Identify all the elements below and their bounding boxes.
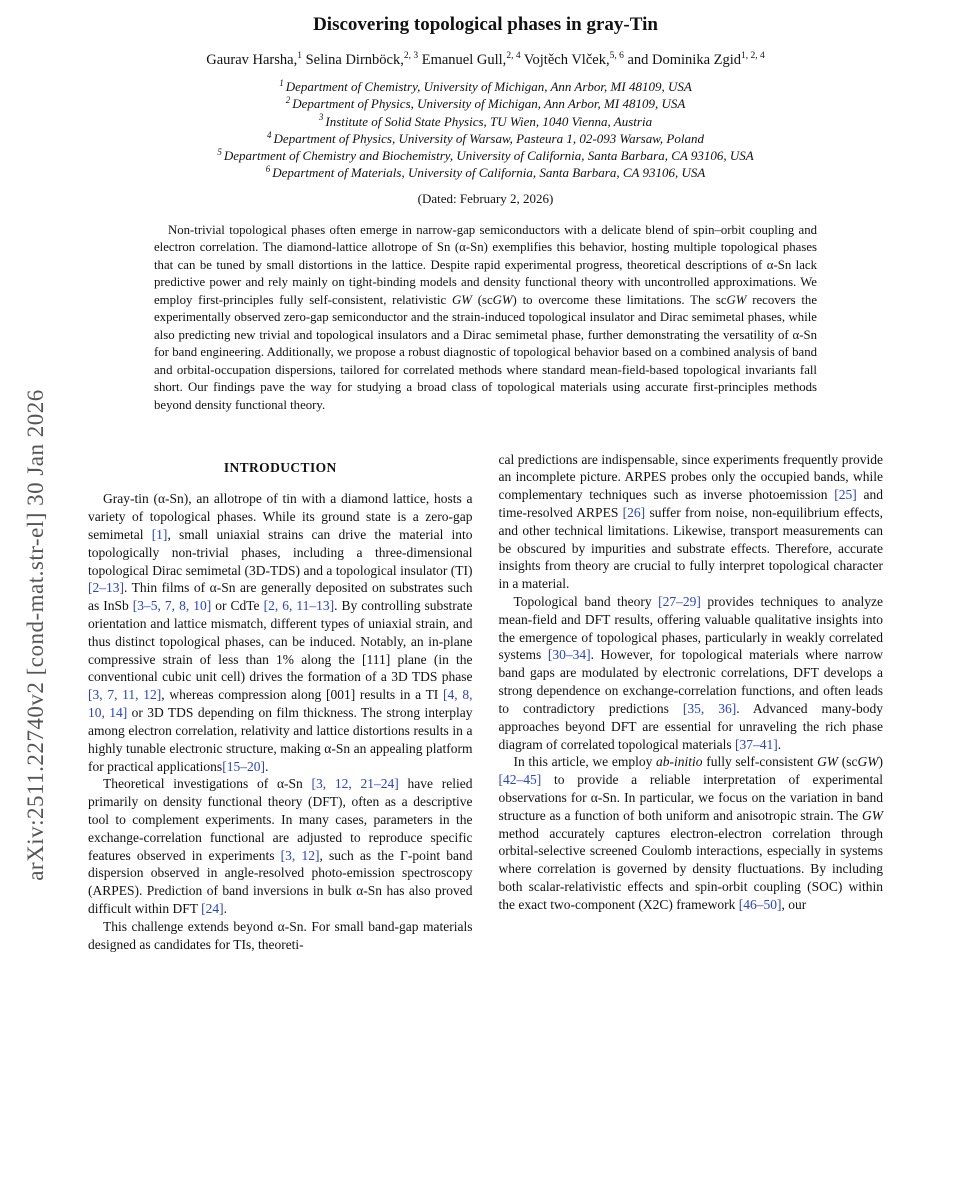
affiliation-superscript: 6 (265, 164, 271, 175)
author-name: Gaurav Harsha, (206, 52, 298, 68)
affiliation-superscript: 1 (279, 77, 284, 88)
emphasis-text: GW (862, 807, 883, 823)
text-segment: , whereas compression along [001] results in a TI (161, 687, 444, 703)
author-affiliation-superscript: 1 (297, 51, 302, 62)
text-segment: , our (781, 896, 807, 912)
emphasis-text: GW (492, 292, 513, 307)
citation-link[interactable]: [37–41] (735, 736, 778, 752)
text-segment: recovers the experimentally observed zero-gap semiconductor and the strain-induced topological insulator and Dirac semimetal phases, while also predicting new trivial and topological insulators and a Dirac semimetal phase, further demonstrating the versatility of α-Sn for band engineering. Additionally, we propose a robust diagnostic of topological behavior based on a combined analysis of band and orbital-occupation dispersions, tailored for correlated methods where standard mean-field-based topological invariants fall short. Our findings pave the way for studying a broad class of topological materials using accurate first-principles methods beyond density functional theory. (154, 292, 817, 412)
text-segment: ) to overcome these limitations. The sc (512, 292, 727, 307)
text-segment: have relied primarily on density functional theory (DFT), often as a descriptive tool to complement experiments. In many cases, parameters in the exchange-correlation functional are adjusted to reproduce specific features observed in experiments (88, 776, 473, 863)
text-segment: Gray-tin (α-Sn), an allotrope of tin with a diamond lattice, hosts a variety of topological phases. While its ground state is a zero-gap semimetal (88, 491, 473, 542)
text-segment: (sc (471, 292, 493, 307)
affiliation-superscript: 2 (285, 94, 291, 105)
text-segment: . (777, 736, 782, 752)
text-segment: . (223, 901, 228, 917)
citation-link[interactable]: [3, 12, 21–24] (311, 776, 399, 792)
citation-link[interactable]: [1] (151, 526, 168, 542)
paragraph (88, 490, 473, 775)
author-name: Emanuel Gull, (418, 52, 507, 68)
affiliation-text: Department of Chemistry and Biochemistry, University of California, Santa Barbara, CA 93106, USA (223, 148, 754, 164)
citation-link[interactable]: [25] (834, 487, 857, 503)
text-segment: . However, for topological materials where narrow band gaps are modulated by electronic correlations, DFT develops a strong dependence on exchange-correlation functions, and often leads to contradictory predictions (498, 647, 883, 716)
emphasis-text: GW (452, 292, 472, 307)
column-right (499, 451, 884, 954)
paper-content (88, 0, 883, 953)
text-segment: ) (878, 754, 883, 770)
author-name: Vojtěch Vlček, (520, 52, 610, 68)
author-affiliation-superscript: 1, 2, 4 (741, 51, 765, 62)
citation-link[interactable]: [46–50] (738, 896, 782, 912)
text-segment: to provide a reliable interpretation of experimental observations for α-Sn. In particular, we focus on the variation in band structure as a function of both uniform and anisotropic strain. The (498, 772, 883, 823)
text-segment: This challenge extends beyond α-Sn. For small band-gap materials designed as candidates for TIs, theoreti- (88, 918, 473, 952)
affiliation-text: Institute of Solid State Physics, TU Wien, 1040 Vienna, Austria (325, 113, 653, 129)
affiliation-superscript: 4 (267, 129, 272, 140)
text-segment: method accurately captures electron-electron correlation through orbital-selective screened Coulomb interactions, especially in systems where correlation is governed by density fluctuations. By including both scalar-relativistic effects and spin-orbit coupling (SOC) within the exact two-component (X2C) framework (498, 825, 883, 912)
text-segment: provides techniques to analyze mean-field and DFT results, offering valuable qualitative insights into the emergence of topological phases, particularly in weakly correlated systems (498, 594, 883, 663)
text-segment: or 3D TDS depending on film thickness. The strong interplay among electron correlation, relativity and lattice distortions results in a highly tunable electronic structure, making α-Sn an appealing platform for practical applications (88, 705, 473, 774)
text-segment: Theoretical investigations of α-Sn (103, 776, 312, 792)
emphasis-text: GW (817, 754, 839, 770)
paragraph (499, 753, 884, 913)
affiliations-block (88, 78, 883, 182)
citation-link[interactable]: [3–5, 7, 8, 10] (132, 598, 212, 614)
affiliation-line (88, 164, 883, 181)
citation-link[interactable]: [2–13] (88, 580, 124, 596)
affiliation-line (88, 95, 883, 112)
affiliation-text: Department of Physics, University of Michigan, Ann Arbor, MI 48109, USA (292, 96, 686, 112)
text-segment: . Advanced many-body approaches beyond DFT are essential for unraveling the rich phase diagram of correlated topological materials (498, 700, 883, 752)
text-segment: In this article, we employ (513, 754, 657, 770)
citation-link[interactable]: [24] (201, 901, 224, 917)
paper-title: Discovering topological phases in gray-Tin (313, 14, 658, 35)
affiliation-superscript: 3 (318, 112, 324, 123)
author-name: Selina Dirnböck, (301, 52, 404, 68)
author-affiliation-superscript: 5, 6 (609, 51, 624, 62)
citation-link[interactable]: [15–20] (222, 758, 265, 774)
citation-link[interactable]: [30–34] (547, 647, 591, 663)
citation-link[interactable]: [4, 8, 10, 14] (88, 687, 473, 721)
citation-link[interactable]: [2, 6, 11–13] (263, 598, 335, 614)
text-segment: (sc (838, 754, 858, 770)
author-affiliation-superscript: 2, 4 (506, 51, 521, 62)
text-segment: . By controlling substrate orientation and lattice mismatch, different types of uniaxial strain, and thus distinct topological phases, can be induced. Notably, an in-plane compressive strain of less than 1% along the [111] plane (in the conventional cubic unit cell) drives the formation of a 3D TDS phase (88, 598, 473, 685)
text-segment: fully self-consistent (702, 754, 818, 770)
affiliation-line (88, 147, 883, 164)
citation-link[interactable]: [35, 36] (682, 700, 737, 716)
text-segment: . (264, 758, 269, 774)
abstract (154, 222, 817, 415)
citation-link[interactable]: [3, 7, 11, 12] (88, 687, 162, 703)
text-segment: cal predictions are indispensable, since experiments frequently provide an incomplete picture. ARPES probes only the occupied bands, while complementary techniques such as inverse photoemission (498, 451, 883, 503)
text-segment: . Thin films of α-Sn are generally deposited on substrates such as InSb (88, 580, 473, 614)
paragraph (499, 593, 884, 753)
citation-link[interactable]: [3, 12] (280, 847, 320, 863)
text-segment: , small uniaxial strains can drive the material into topologically non-trivial phases, including a three-dimensional topological Dirac semimetal (3D-TDS) and a topological insulator (TI) (88, 526, 473, 578)
citation-link[interactable]: [42–45] (498, 772, 542, 788)
affiliation-line (88, 113, 883, 130)
column-left (88, 451, 473, 954)
citation-link[interactable]: [27–29] (658, 594, 701, 610)
two-column-body (88, 451, 883, 954)
affiliation-text: Department of Physics, University of Warsaw, Pasteura 1, 02-093 Warsaw, Poland (273, 130, 704, 146)
text-segment: or CdTe (211, 598, 264, 614)
author-line (88, 52, 883, 69)
text-segment: suffer from noise, non-equilibrium effects, and other technical limitations. Likewise, transport measurements can be obscured by impurities and substrate effects. Therefore, accurate insights from theory are crucial to fully interpret topological character in a material. (498, 504, 883, 592)
paragraph (88, 918, 473, 954)
section-heading-introduction: INTRODUCTION (223, 459, 337, 475)
author-affiliation-superscript: 2, 3 (403, 51, 419, 62)
emphasis-text: ab-initio (656, 754, 703, 770)
emphasis-text: GW (726, 292, 747, 307)
emphasis-text: GW (857, 754, 879, 770)
text-segment: Topological band theory (513, 594, 659, 610)
citation-link[interactable]: [26] (622, 504, 646, 520)
author-name: and Dominika Zgid (623, 52, 742, 68)
paragraph (88, 775, 473, 918)
affiliation-line (88, 130, 883, 147)
arxiv-stamp: arXiv:2511.22740v2 [cond-mat.str-el] 30 Jan 2026 (23, 389, 48, 881)
text-segment: Non-trivial topological phases often emerge in narrow-gap semiconductors with a delicate blend of spin–orbit coupling and electron correlation. The diamond-lattice allotrope of Sn (α-Sn) exemplifies this behavior, hosting multiple topological phases that can be tuned by small distortions in the lattice. Despite rapid experimental progress, theoretical descriptions of α-Sn lack predictive power and rely mainly on tight-binding models and density functional theory with uncontrolled approximations. We employ first-principles fully self-consistent, relativistic (154, 222, 817, 307)
affiliation-line (88, 78, 883, 95)
affiliation-text: Department of Chemistry, University of Michigan, Ann Arbor, MI 48109, USA (285, 79, 692, 94)
date-line: (Dated: February 2, 2026) (417, 190, 554, 206)
text-segment: and time-resolved ARPES (498, 487, 883, 520)
affiliation-superscript: 5 (217, 146, 222, 157)
paragraph (499, 451, 884, 594)
affiliation-text: Department of Materials, University of California, Santa Barbara, CA 93106, USA (272, 165, 706, 181)
text-segment: , such as the Γ-point band dispersion observed in angle-resolved photo-emission spectroscopy (ARPES). Prediction of band inversions in bulk α-Sn has also proved difficult within DFT (88, 847, 473, 917)
